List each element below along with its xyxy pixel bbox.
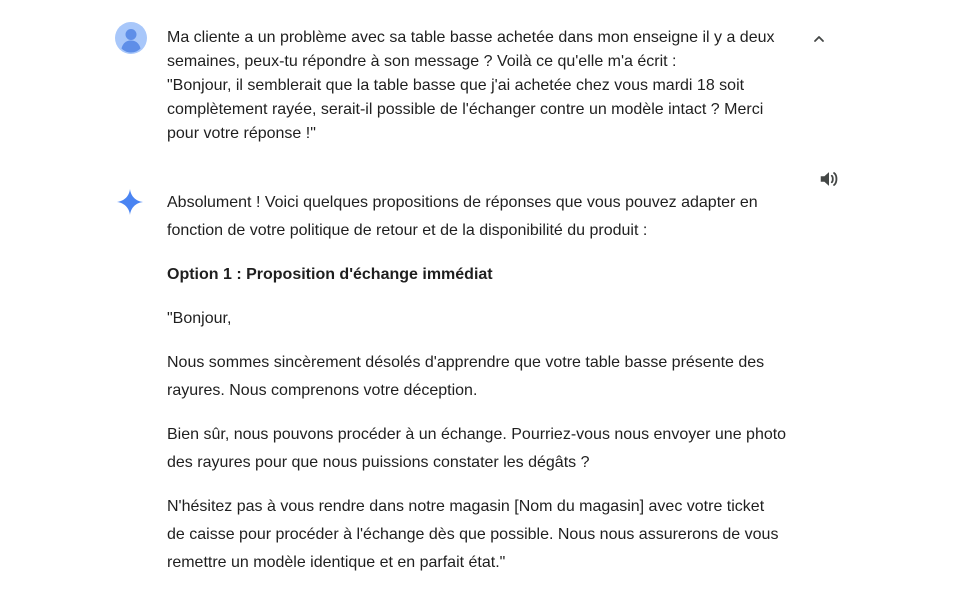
listen-button[interactable] [816, 166, 842, 192]
response-greeting: "Bonjour, [167, 310, 232, 327]
user-message-line: pour votre réponse !" [167, 125, 316, 142]
response-intro [167, 189, 807, 245]
collapse-message-button[interactable] [806, 26, 832, 52]
user-message-line: complètement rayée, serait-il possible de l'échanger contre un modèle intact ? Merci [167, 101, 764, 118]
user-message-line: Ma cliente a un problème avec sa table basse achetée dans mon enseigne il y a deux [167, 29, 775, 46]
response-line: Absolument ! Voici quelques propositions de réponses que vous pouvez adapter en [167, 194, 758, 211]
response-line: N'hésitez pas à vous rendre dans notre magasin [Nom du magasin] avec votre ticket [167, 498, 765, 515]
response-paragraph [167, 493, 807, 577]
user-message-line: semaines, peux-tu répondre à son message ? Voilà ce qu'elle m'a écrit : [167, 53, 677, 70]
chevron-up-icon [812, 32, 826, 46]
response-paragraph [167, 421, 807, 477]
response-paragraph [167, 349, 807, 405]
speaker-icon [818, 168, 840, 190]
response-line: rayures. Nous comprenons votre déception. [167, 382, 478, 399]
user-message-text [167, 26, 797, 146]
response-line: remettre un modèle identique et en parfait état." [167, 554, 506, 571]
response-line: Bien sûr, nous pouvons procéder à un échange. Pourriez-vous nous envoyer une photo [167, 426, 787, 443]
sparkle-icon [117, 189, 143, 215]
response-line: Nous sommes sincèrement désolés d'apprendre que votre table basse présente des [167, 354, 765, 371]
user-message-line: "Bonjour, il semblerait que la table basse que j'ai achetée chez vous mardi 18 soit [167, 77, 745, 94]
response-line: des rayures pour que nous puissions constater les dégâts ? [167, 454, 590, 471]
response-line: de caisse pour procéder à l'échange dès que possible. Nous nous assurerons de vous [167, 526, 779, 543]
user-avatar-icon [115, 22, 147, 54]
assistant-response [167, 189, 807, 592]
option-heading: Option 1 : Proposition d'échange immédiat [167, 266, 493, 283]
user-message-row [0, 0, 979, 160]
response-line: fonction de votre politique de retour et de la disponibilité du produit : [167, 222, 648, 239]
